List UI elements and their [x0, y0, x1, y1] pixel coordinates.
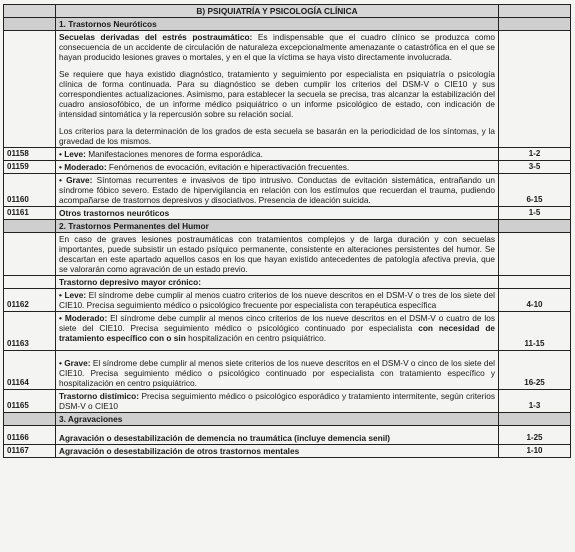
table-row: [4, 174, 571, 207]
points-cell: 1-25: [499, 426, 571, 445]
item-text: Precisa seguimiento médico o psicológico esporádico y tratamiento intermitente, según criterios DSM-V o CIE10: [59, 391, 495, 411]
points-cell: 3-5: [499, 161, 571, 174]
item-text: Manifestaciones menores de forma esporádica.: [85, 149, 263, 159]
table-row: [4, 31, 571, 148]
item-label: • Leve:: [59, 290, 87, 300]
item-text: Agravación o desestabilización de otros trastornos mentales: [59, 446, 300, 456]
code-cell: 01164: [4, 351, 56, 390]
section-title-2: 2. Trastornos Permanentes del Humor: [56, 220, 499, 233]
code-cell: 01162: [4, 289, 56, 312]
header-row: [4, 5, 571, 18]
item-text-end: hospitalización en centro psiquiátrico.: [185, 333, 327, 343]
item-cell: [56, 351, 499, 390]
section-row-2: [4, 220, 571, 233]
section-title-3: 3. Agravaciones: [56, 413, 499, 426]
intro-bold: Secuelas derivadas del estrés postraumático:: [59, 32, 253, 42]
table-row: [4, 148, 571, 161]
section-row-3: [4, 413, 571, 426]
item-text: El síndrome debe cumplir al menos cinco criterios de los nueve descritos en el DSM-V o cuatro de los siete del CIE10. Precisa seguimiento médico o psicológico continuado por especialista: [59, 313, 495, 333]
table-row: [4, 233, 571, 276]
section-title-1: 1. Trastornos Neuróticos: [56, 18, 499, 31]
table-row: [4, 289, 571, 312]
item-cell: [56, 312, 499, 351]
item-text: El síndrome debe cumplir al menos cuatro criterios de los nueve descritos en el DSM-V o tres de los siete del CIE10. Precisa seguimiento médico o psicológico frecuente por especialista con terapéutica específica: [59, 290, 495, 310]
requirements-paragraph: Se requiere que haya existido diagnóstico, tratamiento y seguimiento por especialista en psiquiatría o psicología clínica de forma continuada. Para su diagnóstico se deben cumplir los criterios del DSM-V o CIE10 y sus correspondientes actualizaciones. Asimismo, para establecer la secuela se precisa, tras alcanzar la estabilización del cuadro ansiosofóbico, de un informe médico psiquiátrico o un informe psicológico de estado, con indicación de intensidad sintomática y la repercusión sobre su relación social.: [59, 69, 495, 119]
code-cell: 01167: [4, 445, 56, 458]
criteria-paragraph: Los criterios para la determinación de los grados de esta secuela se basarán en la periodicidad de los síntomas, y la gravedad de los mismos.: [59, 126, 495, 146]
item-label: • Grave:: [59, 175, 93, 185]
table-row: [4, 445, 571, 458]
points-cell: 6-15: [499, 174, 571, 207]
table-row: [4, 207, 571, 220]
item-text: Agravación o desestabilización de demencia no traumática (incluye demencia senil): [59, 433, 391, 443]
section-intro: En caso de graves lesiones postraumáticas con tratamientos complejos y de larga duración y con secuelas importantes, puede subsistir un estado psíquico permanente, consistente en alteraciones persistentes del humor. Se descartan en este apartado aquellos casos en los que hayan existido antecedentes de patología afectiva previa, que se valorarán como agravación de un estado previo.: [56, 233, 499, 276]
intro-text: Es indispensable que el cuadro clínico se produzca como consecuencia de un accidente de circulación de naturaleza excepcionalmente amenazante o catastrófica en el que se hayan producido lesiones graves o mortales, y en el que la víctima se haya visto directamente involucrada.: [59, 32, 495, 62]
description-cell: [56, 31, 499, 148]
code-cell: 01165: [4, 390, 56, 413]
points-cell: 16-25: [499, 351, 571, 390]
table-row: [4, 426, 571, 445]
item-cell: [56, 161, 499, 174]
code-cell: 01163: [4, 312, 56, 351]
item-text: Síntomas recurrentes e invasivos de tipo intrusivo. Conductas de evitación sistemática, entrañando un síndrome fóbico severo. Estado de hipervigilancia en relación con los estímulos que recuerdan el trauma, pudiendo acompañarse de trastornos depresivos y disociativos. Presencia de ideación suicida.: [59, 175, 495, 205]
table-row: [4, 312, 571, 351]
table-row: [4, 276, 571, 289]
code-cell: 01160: [4, 174, 56, 207]
code-cell: 01166: [4, 426, 56, 445]
table-row: [4, 390, 571, 413]
item-cell: [56, 426, 499, 445]
item-text: Fenómenos de evocación, evitación e hiperactivación frecuentes.: [106, 162, 350, 172]
subsection-title: Trastorno depresivo mayor crónico:: [56, 276, 499, 289]
points-cell: 11-15: [499, 312, 571, 351]
item-label: • Moderado:: [59, 162, 107, 172]
item-cell: [56, 148, 499, 161]
points-cell: 1-2: [499, 148, 571, 161]
code-cell: 01158: [4, 148, 56, 161]
intro-paragraph: [59, 32, 495, 62]
item-label: Otros trastornos neuróticos: [59, 208, 170, 218]
item-text-bold: con necesidad de tratamiento específico con o sin: [59, 323, 495, 343]
item-label: • Leve:: [59, 149, 86, 159]
item-cell: [56, 207, 499, 220]
points-cell: 4-10: [499, 289, 571, 312]
psychiatry-table: [3, 4, 571, 458]
item-cell: [56, 445, 499, 458]
points-cell: 1-5: [499, 207, 571, 220]
code-cell: 01159: [4, 161, 56, 174]
points-cell: 1-10: [499, 445, 571, 458]
table-row: [4, 351, 571, 390]
points-cell: 1-3: [499, 390, 571, 413]
item-label: • Moderado:: [59, 313, 108, 323]
item-label: • Grave:: [59, 358, 91, 368]
table-row: [4, 161, 571, 174]
code-cell: 01161: [4, 207, 56, 220]
item-cell: [56, 390, 499, 413]
page-title: B) PSIQUIATRÍA Y PSICOLOGÍA CLÍNICA: [56, 5, 499, 18]
item-cell: [56, 174, 499, 207]
section-row-1: [4, 18, 571, 31]
item-cell: [56, 289, 499, 312]
item-text: El síndrome debe cumplir al menos siete criterios de los nueve descritos en el DSM-V o cinco de los siete del CIE10. Precisa seguimiento médico o psicológico continuado por especialista con tratamiento específico y hospitalización en centro psiquiátrico.: [59, 358, 495, 388]
item-label: Trastorno distímico:: [59, 391, 139, 401]
